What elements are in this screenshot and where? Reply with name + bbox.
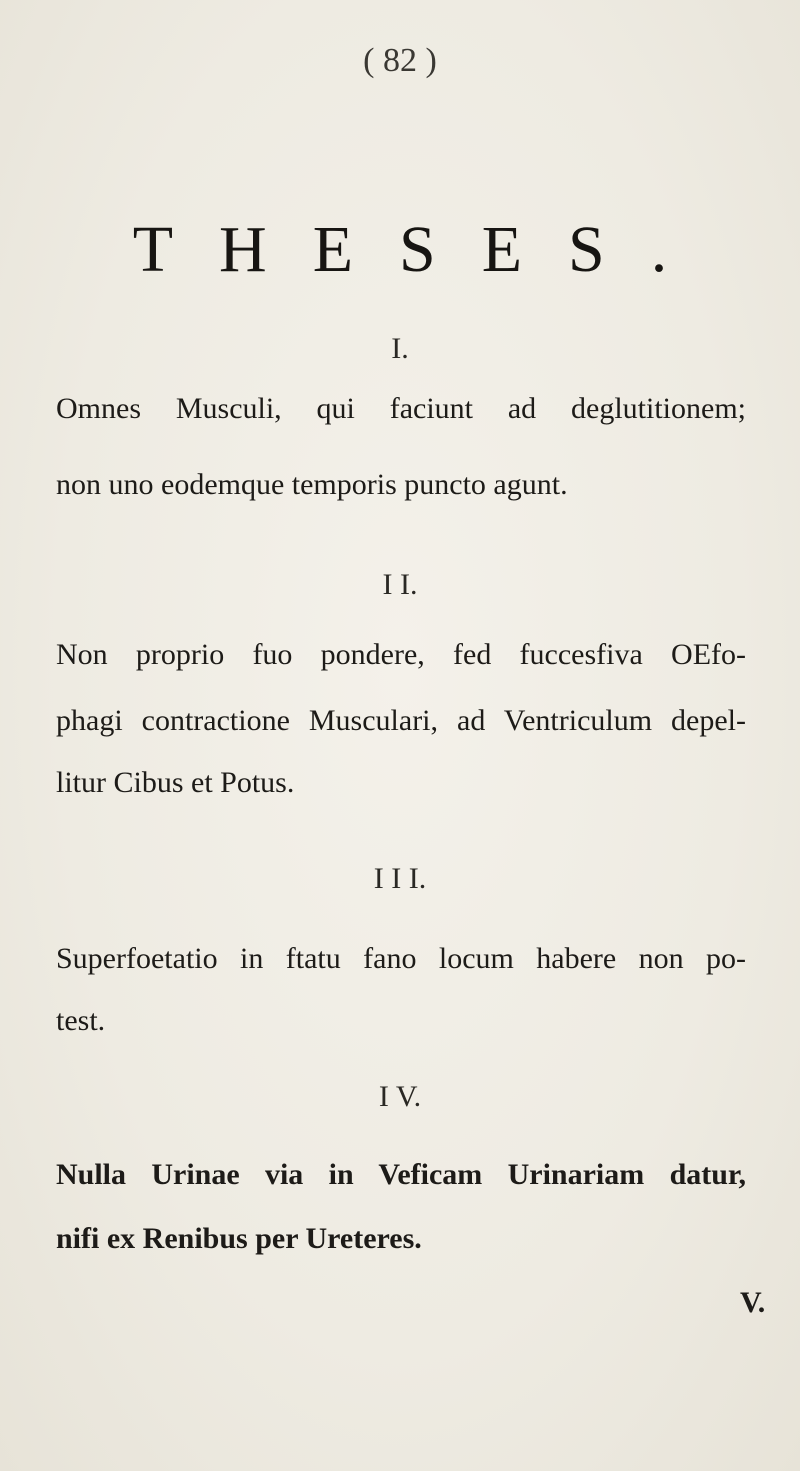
thesis-2-line-3: litur Cibus et Potus. xyxy=(56,766,295,799)
page-number: ( 82 ) xyxy=(363,42,437,79)
thesis-3-line-2: test. xyxy=(56,1004,106,1037)
thesis-4-numeral: I V. xyxy=(378,1080,422,1113)
thesis-3-line-1: Superfoetatio in ftatu fano locum habere non po- xyxy=(56,942,746,975)
thesis-1-numeral: I. xyxy=(391,332,409,365)
catchword: V. xyxy=(740,1286,766,1319)
page-title: THESES. xyxy=(132,213,714,286)
thesis-1-line-2: non uno eodemque temporis puncto agunt. xyxy=(56,468,568,501)
thesis-4-line-2: nifi ex Renibus per Ureteres. xyxy=(56,1222,422,1255)
thesis-1-line-1: Omnes Musculi, qui faciunt ad deglutitionem; xyxy=(56,392,746,425)
thesis-4-line-1: Nulla Urinae via in Veficam Urinariam datur, xyxy=(56,1158,746,1191)
thesis-2-line-2: phagi contractione Musculari, ad Ventriculum depel- xyxy=(56,704,746,737)
thesis-2-numeral: I I. xyxy=(382,568,418,601)
thesis-2-line-1: Non proprio fuo pondere, fed fuccesfiva OEfo- xyxy=(56,638,746,671)
thesis-3-numeral: I I I. xyxy=(373,862,427,895)
